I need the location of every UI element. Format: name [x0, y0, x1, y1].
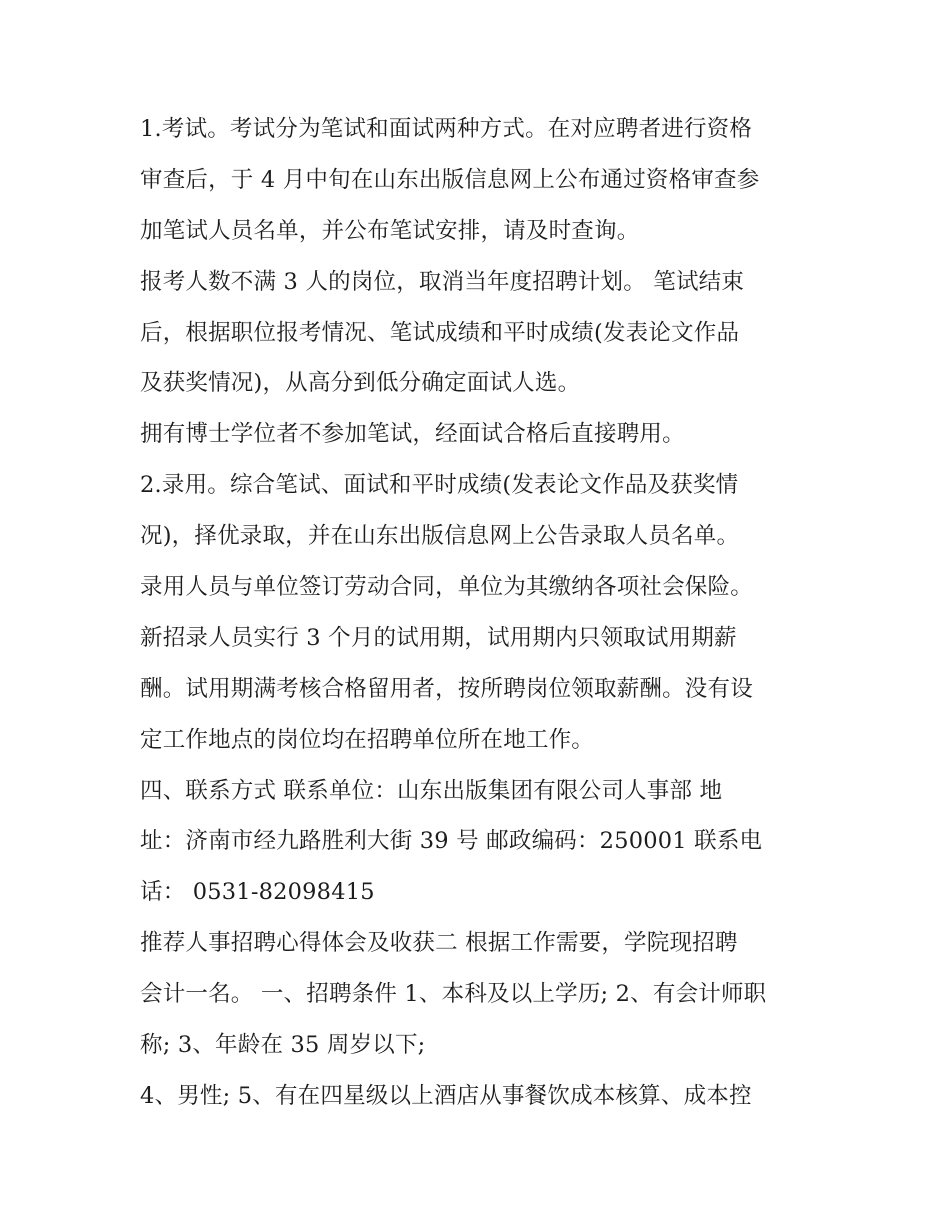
text-line: 2.录用。综合笔试、面试和平时成绩(发表论文作品及获奖情	[140, 472, 739, 499]
text-line: 1.考试。考试分为笔试和面试两种方式。在对应聘者进行资格	[140, 116, 753, 142]
text-line: 拥有博士学位者不参加笔试，经面试合格后直接聘用。	[140, 421, 685, 448]
text-line: 址：济南市经九路胜利大街 39 号 邮政编码：250001 联系电	[140, 828, 763, 855]
text-line: 后，根据职位报考情况、笔试成绩和平时成绩(发表论文作品	[140, 319, 740, 346]
text-line: 称; 3、年龄在 35 周岁以下;	[140, 1032, 426, 1059]
text-line: 及获奖情况)，从高分到低分确定面试人选。	[140, 370, 581, 397]
text-line: 酬。试用期满考核合格留用者，按所聘岗位领取薪酬。没有设	[140, 675, 753, 702]
text-line: 会计一名。 一、招聘条件 1、本科及以上学历; 2、有会计师职	[140, 981, 767, 1008]
text-line: 报考人数不满 3 人的岗位，取消当年度招聘计划。 笔试结束	[140, 268, 745, 295]
document-body	[140, 104, 830, 1122]
text-line: 新招录人员实行 3 个月的试用期，试用期内只领取试用期薪	[140, 624, 737, 651]
text-line: 加笔试人员名单，并公布笔试安排，请及时查询。	[140, 217, 640, 244]
text-line: 推荐人事招聘心得体会及收获二 根据工作需要，学院现招聘	[140, 930, 738, 957]
text-line: 况)，择优录取，并在山东出版信息网上公告录取人员名单。	[140, 523, 740, 550]
text-line: 审查后，于 4 月中旬在山东出版信息网上公布通过资格审查参	[140, 166, 760, 193]
text-line: 定工作地点的岗位均在招聘单位所在地工作。	[140, 726, 595, 753]
text-line: 话： 0531-82098415	[140, 879, 375, 906]
text-line: 录用人员与单位签订劳动合同，单位为其缴纳各项社会保险。	[140, 574, 753, 601]
text-line: 四、联系方式 联系单位：山东出版集团有限公司人事部 地	[140, 777, 723, 804]
text-line: 4、男性; 5、有在四星级以上酒店从事餐饮成本核算、成本控	[140, 1082, 752, 1109]
